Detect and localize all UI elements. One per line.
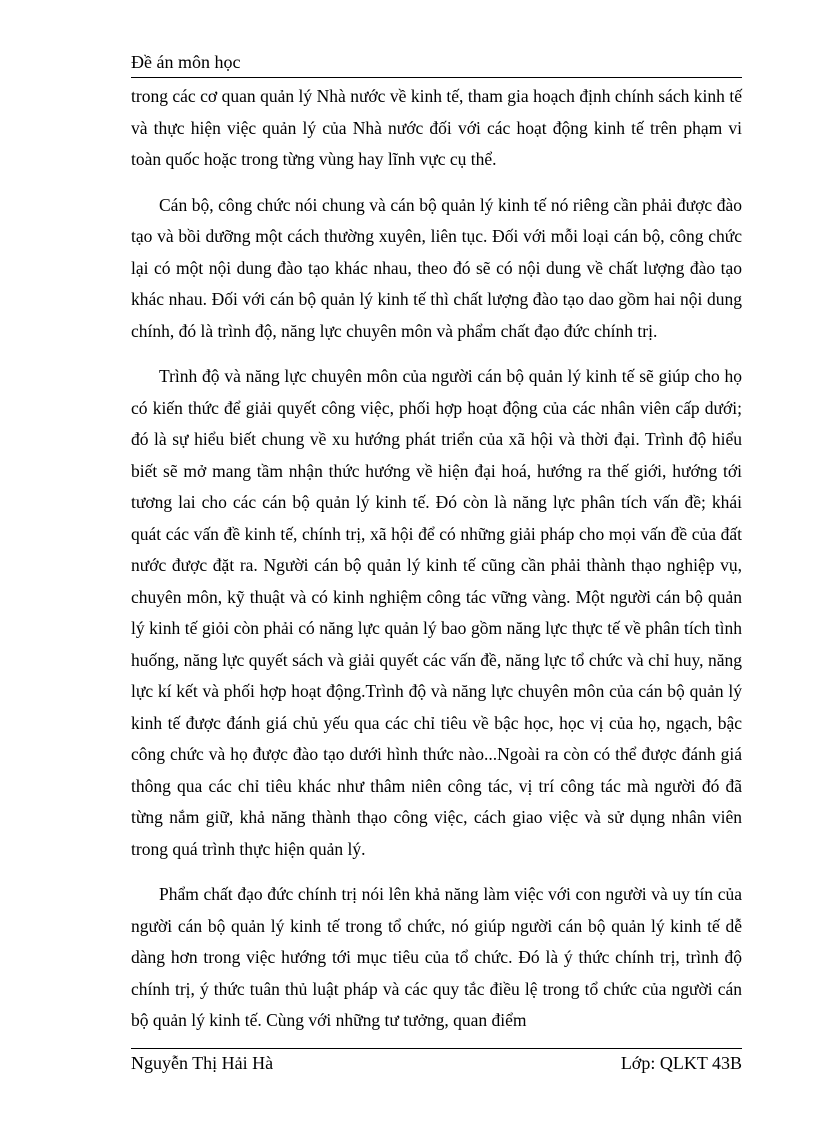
paragraph: Phẩm chất đạo đức chính trị nói lên khả năng làm việc với con người và uy tín của người cán bộ quản lý kinh tế trong tổ chức, nó giúp người cán bộ quản lý kinh tế dễ dàng hơn trong việc hướng tới mục tiêu của tổ chức. Đó là ý thức chính trị, trình độ chính trị, ý thức tuân thủ luật pháp và các quy tắc điều lệ trong tổ chức của người cán bộ quản lý kinh tế. Cùng với những tư tưởng, quan điểm bbox=[131, 884, 742, 1030]
footer-class: Lớp: QLKT 43B bbox=[620, 1053, 742, 1073]
header-divider bbox=[131, 77, 742, 78]
paragraph: Cán bộ, công chức nói chung và cán bộ quản lý kinh tế nó riêng cần phải được đào tạo và bồi dưỡng một cách thường xuyên, liên tục. Đối với mỗi loại cán bộ, công chức lại có một nội dung đào tạo khác nhau, theo đó sẽ có nội dung về chất lượng đào tạo khác nhau. Đối với cán bộ quản lý kinh tế thì chất lượng đào tạo dao gồm hai nội dung chính, đó là trình độ, năng lực chuyên môn và phẩm chất đạo đức chính trị. bbox=[131, 194, 742, 341]
header-title: Đề án môn học bbox=[131, 52, 241, 72]
document-body bbox=[131, 81, 742, 1051]
footer-divider bbox=[131, 1048, 742, 1049]
paragraph-continuation: trong các cơ quan quản lý Nhà nước về kinh tế, tham gia hoạch định chính sách kinh tế và thực hiện việc quản lý của Nhà nước đối với các hoạt động kinh tế trên phạm vi toàn quốc hoặc trong từng vùng hay lĩnh vực cụ thể. bbox=[131, 86, 742, 169]
paragraph: Trình độ và năng lực chuyên môn của người cán bộ quản lý kinh tế sẽ giúp cho họ có kiến thức để giải quyết công việc, phối hợp hoạt động của các nhân viên cấp dưới; đó là sự hiểu biết chung về xu hướng phát triển của xã hội và thời đại. Trình độ hiểu biết sẽ mở mang tầm nhận thức hướng về hiện đại hoá, hướng ra thế giới, hướng tới tương lai cho các cán bộ quản lý kinh tế. Đó còn là năng lực phân tích vấn đề; khái quát các vấn đề kinh tế, chính trị, xã hội để có những giải pháp cho mọi vấn đề của đất nước được đặt ra. Người cán bộ quản lý kinh tế cũng cần phải thành thạo nghiệp vụ, chuyên môn, kỹ thuật và có kinh nghiệm công tác vững vàng. Một người cán bộ quản lý kinh tế giỏi còn phải có năng lực quản lý bao gồm năng lực thực tế về phân tích tình huống, năng lực quyết sách và giải quyết các vấn đề, năng lực tổ chức và chỉ huy, năng lực kí kết và phối hợp hoạt động.Trình độ và năng lực chuyên môn của cán bộ quản lý kinh tế được đánh giá chủ yếu qua các chỉ tiêu về bậc học, học vị của họ, ngạch, bậc công chức và họ được đào tạo dưới hình thức nào...Ngoài ra còn có thể được đánh giá thông qua các chỉ tiêu khác như thâm niên công tác, vị trí công tác mà người đó đã từng nắm giữ, khả năng thành thạo công việc, cách giao việc và sử dụng nhân viên trong quá trình thực hiện quản lý. bbox=[131, 366, 742, 859]
footer-author: Nguyễn Thị Hải Hà bbox=[131, 1053, 274, 1073]
